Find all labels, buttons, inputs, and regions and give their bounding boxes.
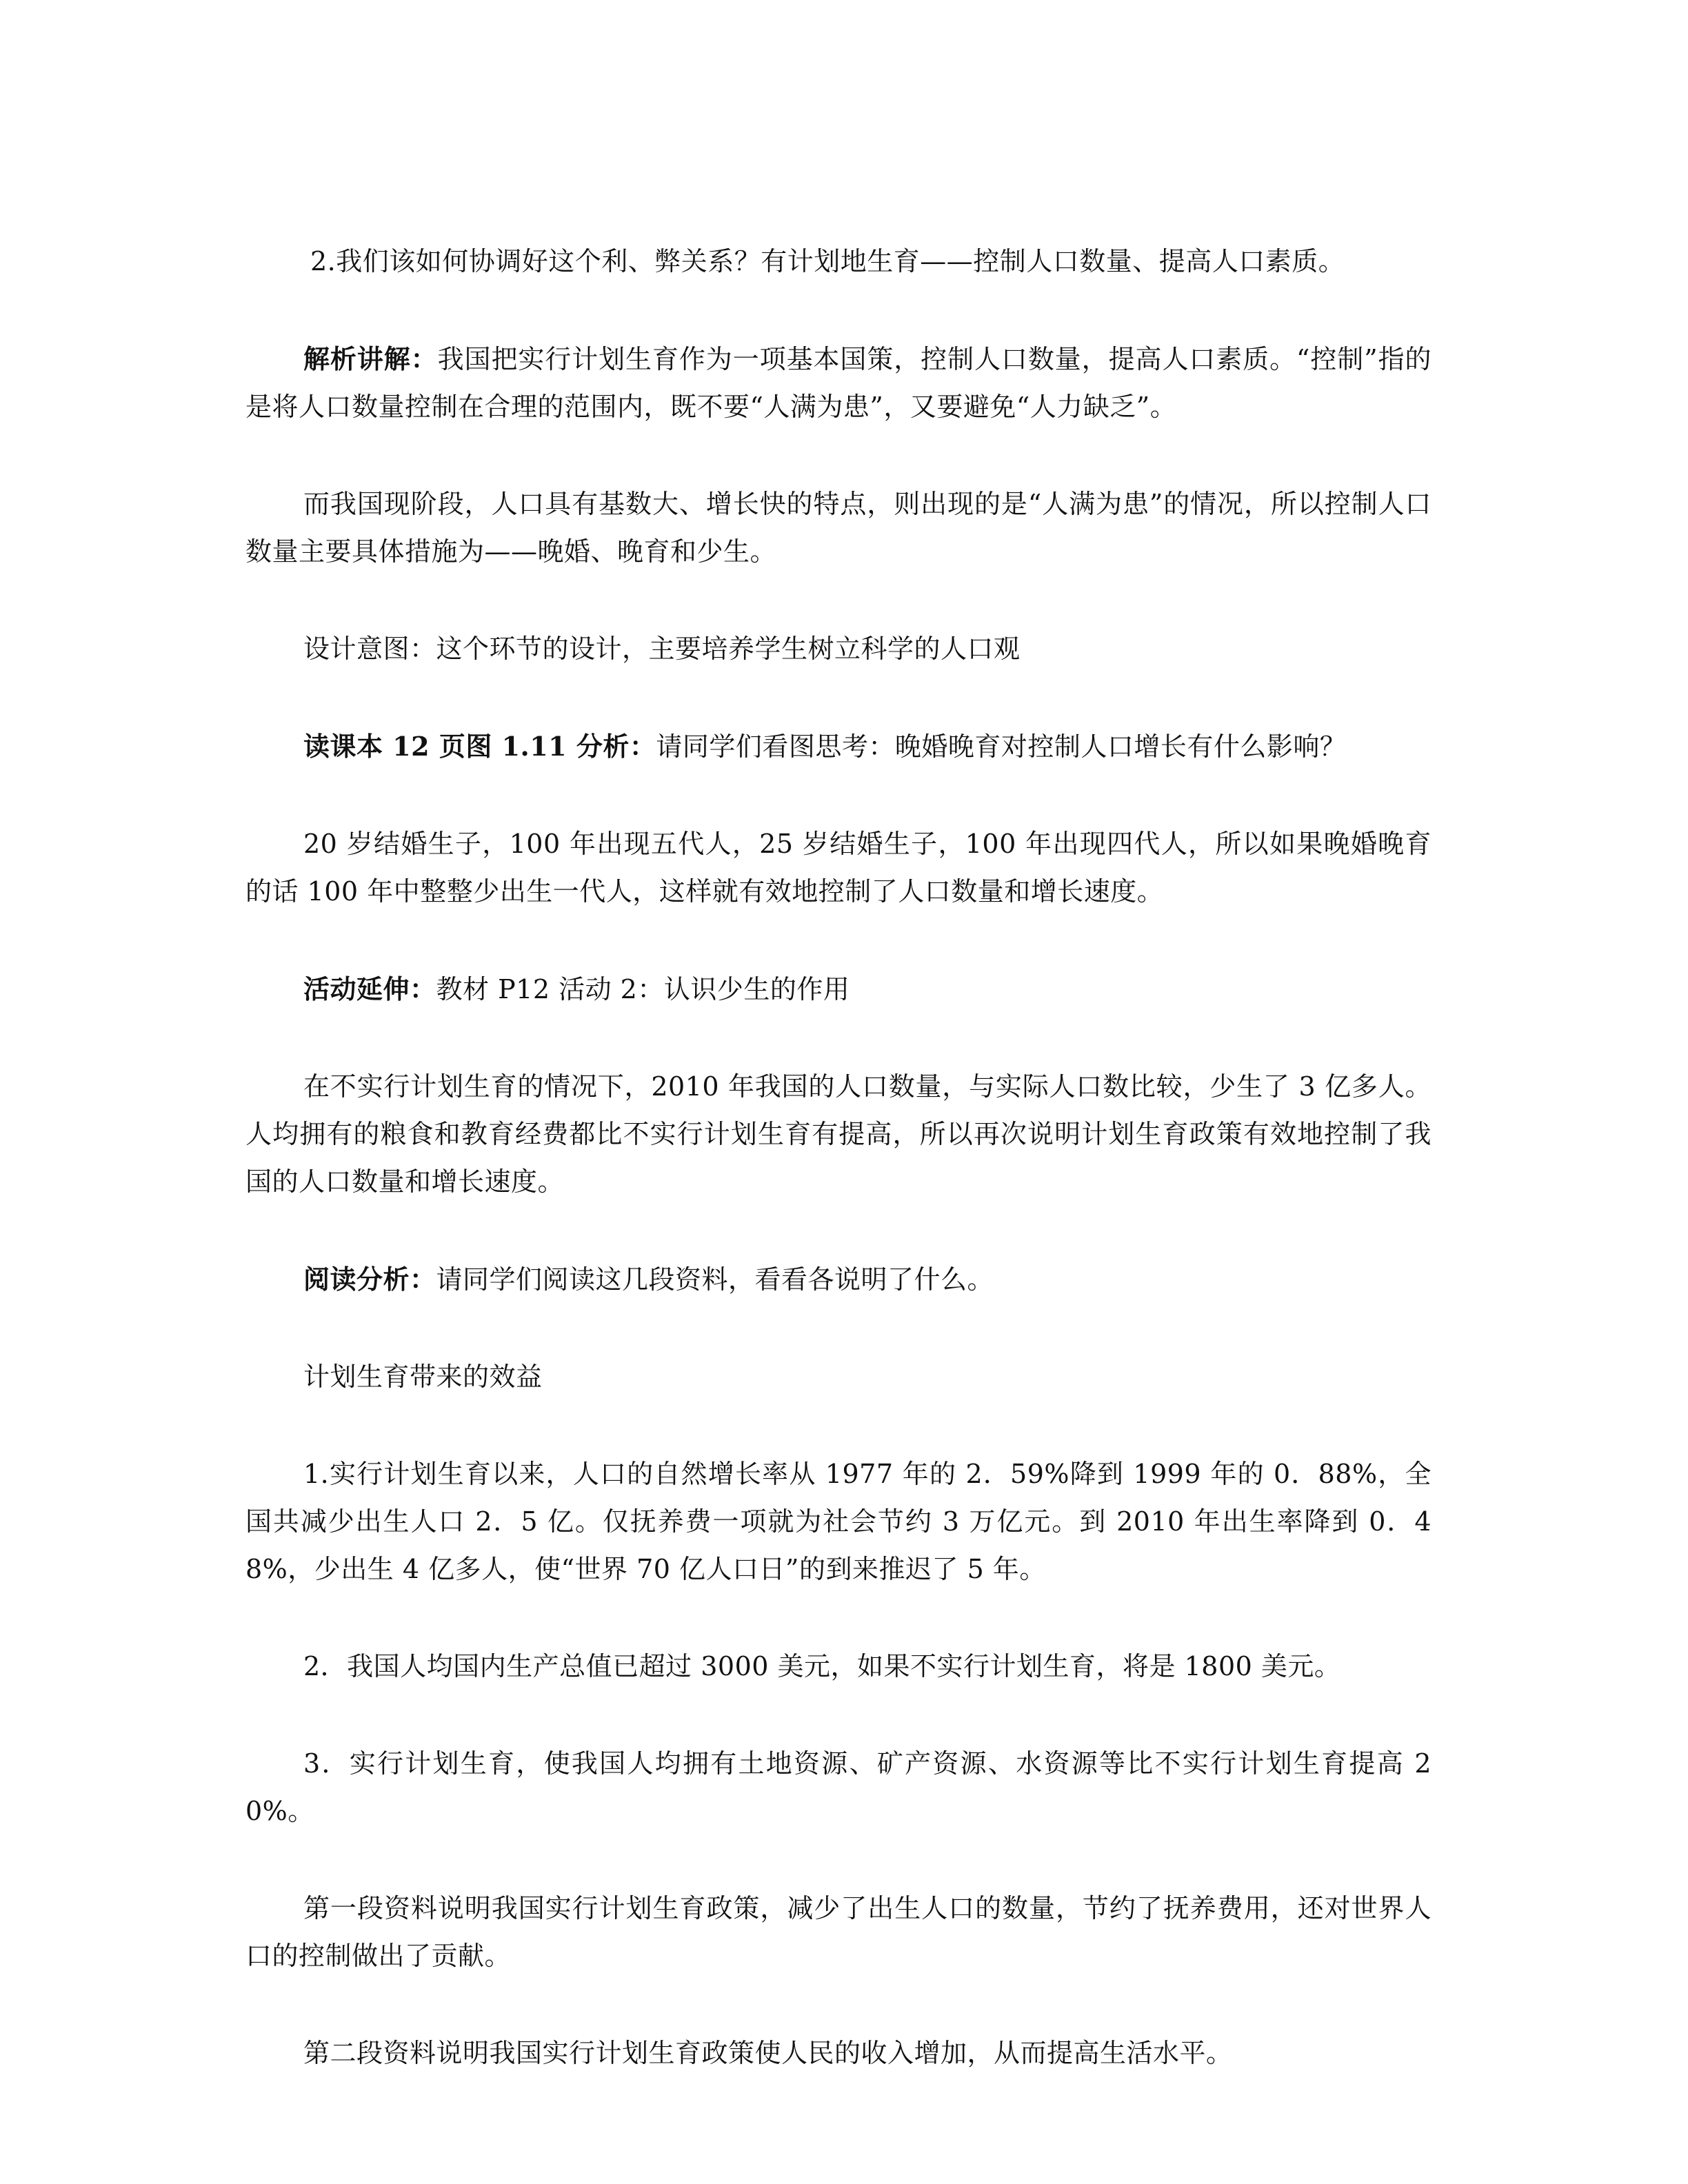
activity-extension-text: 教材 P12 活动 2：认识少生的作用 [436, 974, 850, 1004]
reading-analysis-text: 请同学们阅读这几段资料，看看各说明了什么。 [436, 1264, 994, 1295]
read-textbook-label: 读课本 12 页图 1.11 分析： [303, 731, 656, 762]
reading-analysis-label: 阅读分析： [303, 1264, 436, 1295]
analysis-label: 解析讲解： [303, 343, 438, 374]
paragraph-reading-analysis [245, 1255, 1431, 1304]
activity-extension-label: 活动延伸： [303, 973, 436, 1004]
document-page [245, 238, 1431, 2127]
paragraph-coordinate-relation: 2.我们该如何协调好这个利、弊关系？有计划地生育——控制人口数量、提高人口素质。 [310, 246, 1345, 276]
paragraph-benefit-2: 2．我国人均国内生产总值已超过 3000 美元，如果不实行计划生育，将是 1800 美元。 [303, 1651, 1341, 1681]
paragraph-benefit-1: 1.实行计划生育以来，人口的自然增长率从 1977 年的 2．59%降到 1999 年的 0．88%，全国共减少出生人口 2．5 亿。仅抚养费一项就为社会节约 3 万亿元。到 2010 年出生率降到 0．48%，少出生 4 亿多人，使“世界 70 亿人口日”的到来推迟了 5 年。 [245, 1459, 1431, 1584]
paragraph-no-family-planning: 在不实行计划生育的情况下，2010 年我国的人口数量，与实际人口数比较，少生了 3 亿多人。人均拥有的粮食和教育经费都比不实行计划生育有提高，所以再次说明计划生育政策有效地控制了我国的人口数量和增长速度。 [245, 1071, 1431, 1197]
read-textbook-text: 请同学们看图思考：晚婚晚育对控制人口增长有什么影响？ [656, 731, 1347, 762]
paragraph-conclusion-1: 第一段资料说明我国实行计划生育政策，减少了出生人口的数量，节约了抚养费用，还对世界人口的控制做出了贡献。 [245, 1893, 1431, 1971]
paragraph-conclusion-2: 第二段资料说明我国实行计划生育政策使人民的收入增加，从而提高生活水平。 [303, 2038, 1233, 2068]
paragraph-marriage-age: 20 岁结婚生子，100 年出现五代人，25 岁结婚生子，100 年出现四代人，所以如果晚婚晚育的话 100 年中整整少出生一代人，这样就有效地控制了人口数量和增长速度。 [245, 829, 1431, 907]
paragraph-benefit-3: 3．实行计划生育，使我国人均拥有土地资源、矿产资源、水资源等比不实行计划生育提高 20%。 [245, 1748, 1431, 1826]
paragraph-current-stage: 而我国现阶段，人口具有基数大、增长快的特点，则出现的是“人满为患”的情况，所以控制人口数量主要具体措施为——晚婚、晚育和少生。 [245, 489, 1431, 567]
paragraph-activity-extension [245, 965, 1431, 1013]
paragraph-design-intent: 设计意图：这个环节的设计，主要培养学生树立科学的人口观 [303, 634, 1021, 664]
paragraph-read-textbook [245, 722, 1431, 771]
paragraph-benefits-heading: 计划生育带来的效益 [303, 1362, 543, 1392]
paragraph-analysis-explanation [245, 335, 1431, 431]
analysis-text: 我国把实行计划生育作为一项基本国策，控制人口数量，提高人口素质。“控制”指的是将人口数量控制在合理的范围内，既不要“人满为患”，又要避免“人力缺乏”。 [245, 344, 1431, 422]
